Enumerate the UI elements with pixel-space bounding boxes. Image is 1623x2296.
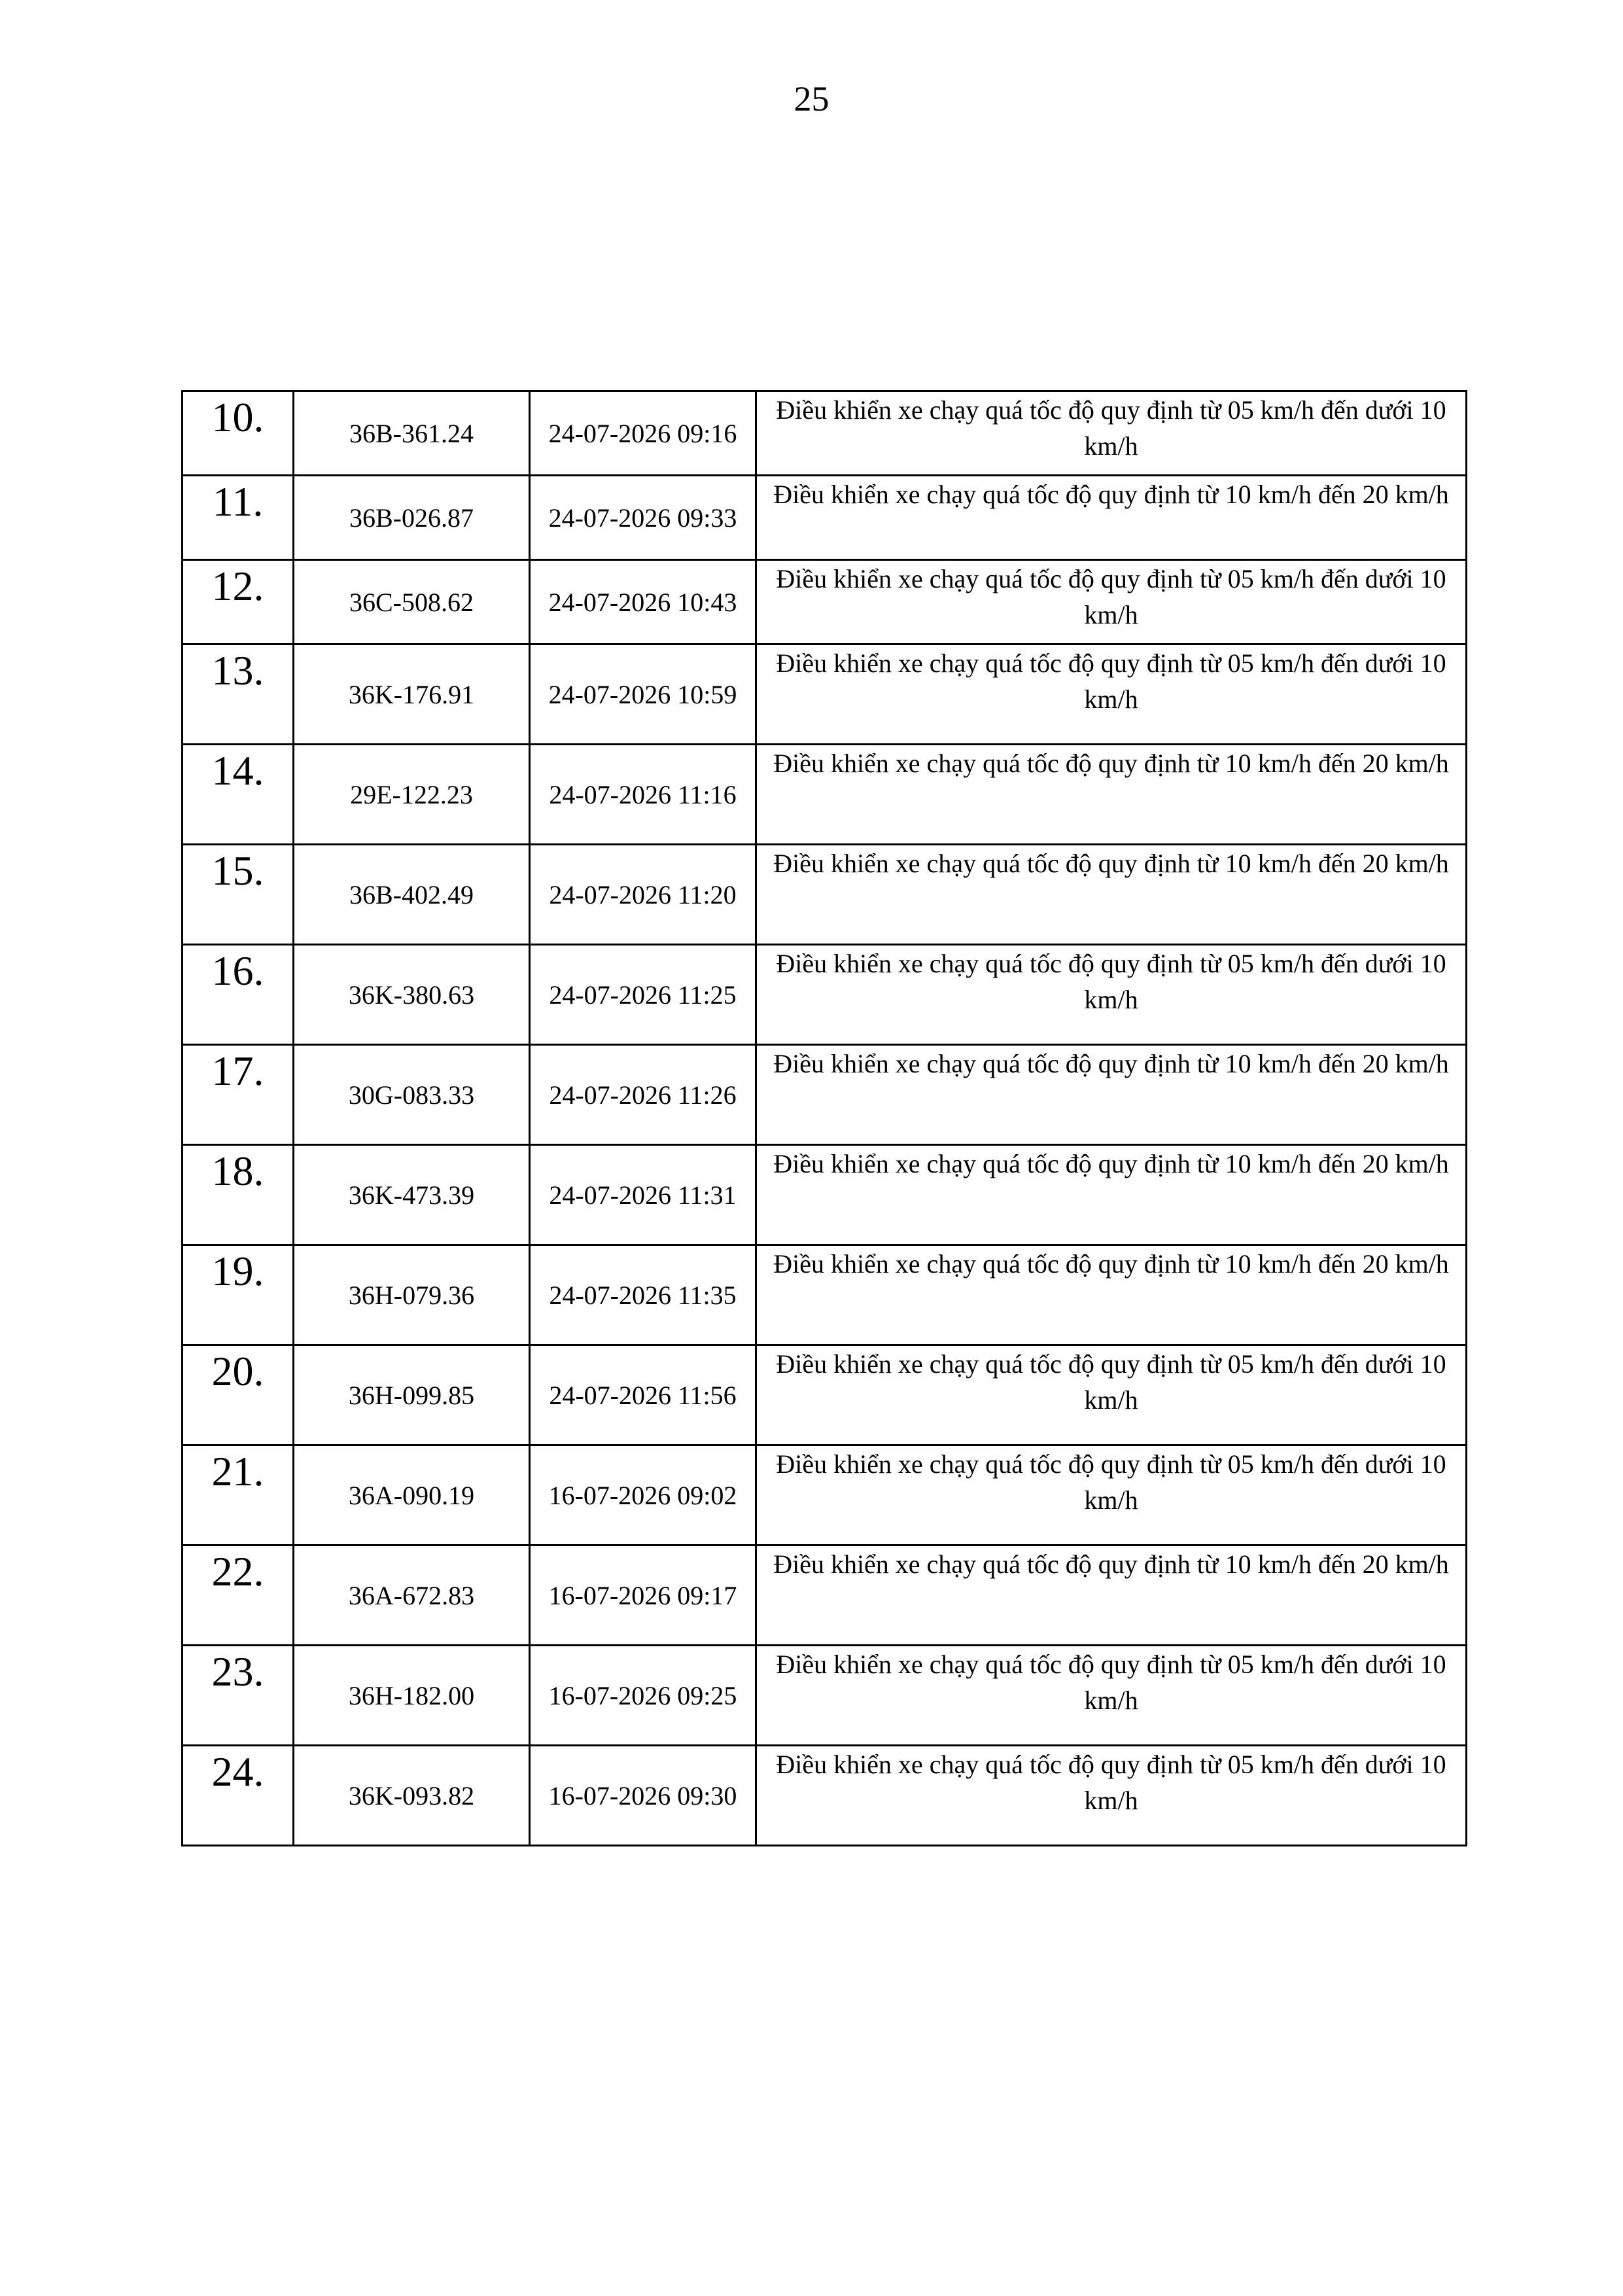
- license-plate: 36A-090.19: [294, 1445, 530, 1545]
- violation-description: Điều khiển xe chạy quá tốc độ quy định từ 10 km/h đến 20 km/h: [756, 1145, 1467, 1245]
- violation-description: Điều khiển xe chạy quá tốc độ quy định từ 05 km/h đến dưới 10 km/h: [756, 1345, 1467, 1445]
- license-plate: 36K-093.82: [294, 1746, 530, 1846]
- table-row: [183, 1646, 1467, 1746]
- license-plate: 36K-176.91: [294, 645, 530, 745]
- violation-time: 16-07-2026 09:02: [530, 1445, 756, 1545]
- violation-description: Điều khiển xe chạy quá tốc độ quy định từ 10 km/h đến 20 km/h: [756, 845, 1467, 945]
- row-index: 20.: [183, 1345, 294, 1445]
- row-index: 22.: [183, 1545, 294, 1646]
- table-row: [183, 645, 1467, 745]
- row-index: 23.: [183, 1646, 294, 1746]
- violation-time: 24-07-2026 11:31: [530, 1145, 756, 1245]
- row-index: 24.: [183, 1746, 294, 1846]
- license-plate: 36B-361.24: [294, 391, 530, 476]
- row-index: 10.: [183, 391, 294, 476]
- violation-description: Điều khiển xe chạy quá tốc độ quy định từ 10 km/h đến 20 km/h: [756, 1245, 1467, 1345]
- table-row: [183, 1445, 1467, 1545]
- violation-time: 24-07-2026 11:25: [530, 945, 756, 1045]
- license-plate: 36H-182.00: [294, 1646, 530, 1746]
- license-plate: 29E-122.23: [294, 745, 530, 845]
- row-index: 14.: [183, 745, 294, 845]
- row-index: 16.: [183, 945, 294, 1045]
- violation-time: 16-07-2026 09:30: [530, 1746, 756, 1846]
- license-plate: 36A-672.83: [294, 1545, 530, 1646]
- violation-time: 24-07-2026 11:16: [530, 745, 756, 845]
- license-plate: 30G-083.33: [294, 1045, 530, 1145]
- violation-description: Điều khiển xe chạy quá tốc độ quy định từ 05 km/h đến dưới 10 km/h: [756, 1646, 1467, 1746]
- table-row: [183, 1245, 1467, 1345]
- table-row: [183, 391, 1467, 476]
- violation-description: Điều khiển xe chạy quá tốc độ quy định từ 05 km/h đến dưới 10 km/h: [756, 1746, 1467, 1846]
- violation-time: 16-07-2026 09:17: [530, 1545, 756, 1646]
- violation-time: 24-07-2026 11:56: [530, 1345, 756, 1445]
- violation-time: 24-07-2026 10:43: [530, 560, 756, 645]
- violations-table: [181, 390, 1467, 1846]
- license-plate: 36K-380.63: [294, 945, 530, 1045]
- license-plate: 36H-099.85: [294, 1345, 530, 1445]
- row-index: 18.: [183, 1145, 294, 1245]
- violation-time: 16-07-2026 09:25: [530, 1646, 756, 1746]
- violation-description: Điều khiển xe chạy quá tốc độ quy định từ 05 km/h đến dưới 10 km/h: [756, 560, 1467, 645]
- table-row: [183, 560, 1467, 645]
- row-index: 13.: [183, 645, 294, 745]
- table-row: [183, 1145, 1467, 1245]
- violation-description: Điều khiển xe chạy quá tốc độ quy định từ 05 km/h đến dưới 10 km/h: [756, 945, 1467, 1045]
- table-row: [183, 745, 1467, 845]
- violation-description: Điều khiển xe chạy quá tốc độ quy định từ 05 km/h đến dưới 10 km/h: [756, 645, 1467, 745]
- violation-description: Điều khiển xe chạy quá tốc độ quy định từ 10 km/h đến 20 km/h: [756, 745, 1467, 845]
- violation-time: 24-07-2026 11:26: [530, 1045, 756, 1145]
- violation-time: 24-07-2026 09:16: [530, 391, 756, 476]
- table-row: [183, 845, 1467, 945]
- row-index: 12.: [183, 560, 294, 645]
- violation-time: 24-07-2026 09:33: [530, 476, 756, 560]
- row-index: 11.: [183, 476, 294, 560]
- table-row: [183, 1545, 1467, 1646]
- violation-time: 24-07-2026 11:20: [530, 845, 756, 945]
- violation-description: Điều khiển xe chạy quá tốc độ quy định từ 10 km/h đến 20 km/h: [756, 476, 1467, 560]
- violation-description: Điều khiển xe chạy quá tốc độ quy định từ 05 km/h đến dưới 10 km/h: [756, 391, 1467, 476]
- table-row: [183, 1746, 1467, 1846]
- license-plate: 36B-402.49: [294, 845, 530, 945]
- license-plate: 36H-079.36: [294, 1245, 530, 1345]
- table-row: [183, 1345, 1467, 1445]
- row-index: 19.: [183, 1245, 294, 1345]
- license-plate: 36K-473.39: [294, 1145, 530, 1245]
- page-number: 25: [794, 79, 829, 118]
- row-index: 21.: [183, 1445, 294, 1545]
- table-row: [183, 945, 1467, 1045]
- table-row: [183, 476, 1467, 560]
- license-plate: 36B-026.87: [294, 476, 530, 560]
- violation-description: Điều khiển xe chạy quá tốc độ quy định từ 10 km/h đến 20 km/h: [756, 1545, 1467, 1646]
- row-index: 15.: [183, 845, 294, 945]
- license-plate: 36C-508.62: [294, 560, 530, 645]
- table-row: [183, 1045, 1467, 1145]
- violation-description: Điều khiển xe chạy quá tốc độ quy định từ 05 km/h đến dưới 10 km/h: [756, 1445, 1467, 1545]
- violation-time: 24-07-2026 10:59: [530, 645, 756, 745]
- violation-description: Điều khiển xe chạy quá tốc độ quy định từ 10 km/h đến 20 km/h: [756, 1045, 1467, 1145]
- row-index: 17.: [183, 1045, 294, 1145]
- violation-time: 24-07-2026 11:35: [530, 1245, 756, 1345]
